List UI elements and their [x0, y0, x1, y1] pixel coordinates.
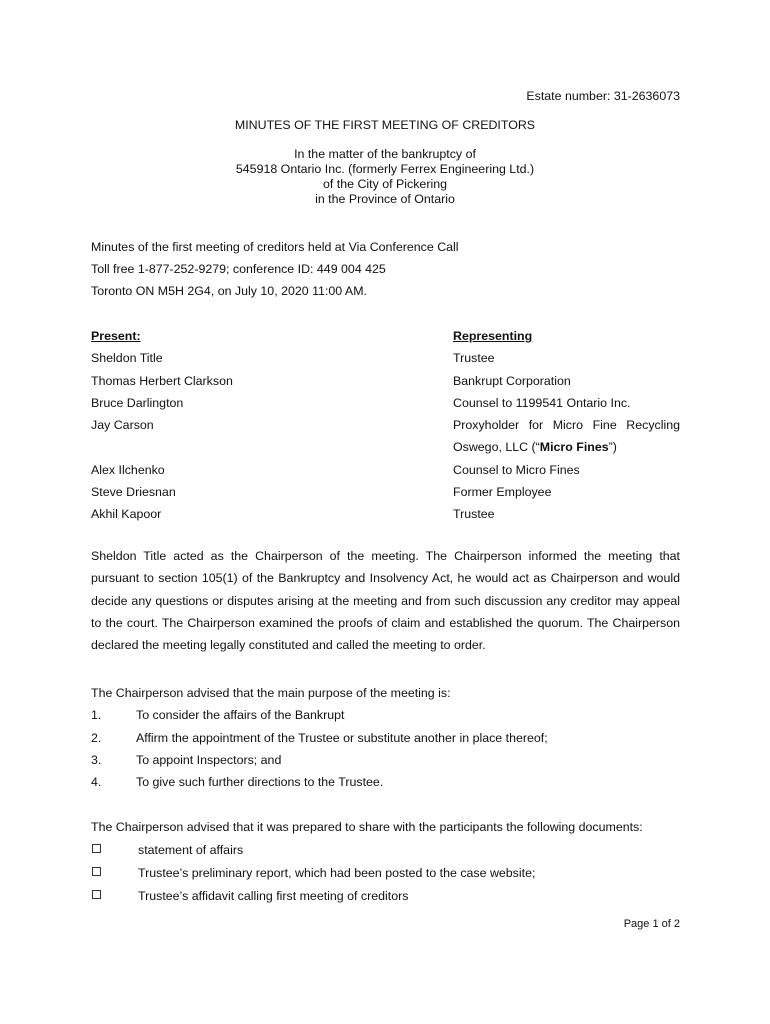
list-item — [91, 704, 548, 726]
list-text: To appoint Inspectors; and — [136, 752, 282, 767]
attendee-role: Former Employee — [453, 485, 552, 500]
purpose-intro: The Chairperson advised that the main purpose of the meeting is: — [91, 686, 451, 700]
micro-fines-defined-term: Micro Fines — [539, 440, 609, 455]
matter-block — [0, 147, 770, 207]
attendance-row — [91, 347, 681, 369]
list-item — [91, 862, 643, 885]
meeting-intro — [91, 236, 459, 302]
attendee-name: Thomas Herbert Clarkson — [91, 373, 233, 388]
attendee-name: Sheldon Title — [91, 351, 163, 366]
attendance-row — [91, 370, 681, 392]
documents-intro: The Chairperson advised that it was prepared to share with the participants the following documents: — [91, 820, 643, 834]
list-number: 2. — [91, 730, 102, 745]
list-text: To consider the affairs of the Bankrupt — [136, 708, 345, 723]
list-item — [91, 749, 548, 771]
attendee-role — [453, 414, 680, 459]
list-text: statement of affairs — [138, 843, 244, 857]
attendee-name: Steve Driesnan — [91, 485, 176, 500]
intro-line: Toronto ON M5H 2G4, on July 10, 2020 11:00 AM. — [91, 284, 367, 298]
matter-line: in the Province of Ontario — [315, 192, 455, 206]
attendee-role: Bankrupt Corporation — [453, 373, 571, 388]
intro-line: Minutes of the first meeting of creditors held at Via Conference Call — [91, 240, 459, 254]
estate-number: Estate number: 31-2636073 — [526, 89, 680, 103]
list-text: Trustee’s affidavit calling first meeting of creditors — [138, 889, 409, 903]
attendee-role: Trustee — [453, 351, 495, 366]
list-number: 1. — [91, 708, 102, 723]
attendee-name: Jay Carson — [91, 418, 154, 433]
attendee-role: Trustee — [453, 507, 495, 522]
attendee-role: Counsel to 1199541 Ontario Inc. — [453, 395, 631, 410]
attendee-role-line: Proxyholder for Micro Fine Recycling — [453, 418, 680, 433]
attendance-row — [91, 481, 681, 503]
list-text: To give such further directions to the Trustee. — [136, 775, 384, 790]
documents-section — [91, 816, 643, 908]
attendance-table — [91, 325, 681, 526]
attendee-name: Akhil Kapoor — [91, 507, 162, 522]
purpose-section — [91, 682, 548, 793]
attendance-row — [91, 414, 681, 459]
attendee-name: Bruce Darlington — [91, 395, 184, 410]
present-header: Present: — [91, 329, 141, 343]
attendance-row — [91, 459, 681, 481]
list-number: 4. — [91, 775, 102, 790]
attendance-row — [91, 503, 681, 525]
attendee-role: Counsel to Micro Fines — [453, 462, 580, 477]
list-item — [91, 771, 548, 793]
attendee-role-line — [453, 440, 617, 454]
matter-line: of the City of Pickering — [323, 177, 447, 191]
list-number: 3. — [91, 752, 102, 767]
list-item — [91, 885, 643, 908]
document-title: MINUTES OF THE FIRST MEETING OF CREDITORS — [234, 118, 536, 132]
attendee-name: Alex Ilchenko — [91, 462, 165, 477]
representing-header: Representing — [453, 329, 533, 343]
matter-line: In the matter of the bankruptcy of — [294, 147, 476, 161]
role-text: ”) — [608, 440, 617, 455]
attendance-row — [91, 392, 681, 414]
page-number: Page 1 of 2 — [623, 918, 680, 930]
checkbox-icon — [92, 890, 101, 899]
attendance-header-row — [91, 325, 681, 347]
checkbox-icon — [92, 867, 101, 876]
checkbox-icon — [92, 844, 101, 853]
list-item — [91, 727, 548, 749]
list-text: Trustee’s preliminary report, which had been posted to the case website; — [138, 866, 536, 880]
list-text: Affirm the appointment of the Trustee or substitute another in place thereof; — [136, 730, 548, 745]
intro-line: Toll free 1-877-252-9279; conference ID: 449 004 425 — [91, 262, 386, 276]
role-text: Oswego, LLC (“ — [453, 440, 540, 455]
matter-line: 545918 Ontario Inc. (formerly Ferrex Engineering Ltd.) — [235, 162, 535, 176]
list-item — [91, 839, 643, 862]
chairperson-paragraph: Sheldon Title acted as the Chairperson of the meeting. The Chairperson informed the meeting that pursuant to section 105(1) of the Bankruptcy and Insolvency Act, he would act as Chairperson and would decide any questions or disputes arising at the meeting and from such discussion any creditor may appeal to the court. The Chairperson examined the proofs of claim and established the quorum. The Chairperson declared the meeting legally constituted and called the meeting to order. — [91, 549, 680, 653]
